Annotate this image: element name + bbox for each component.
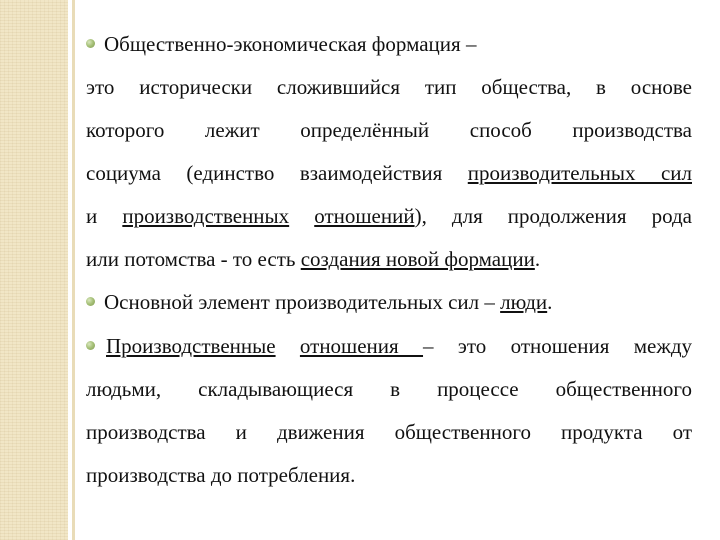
link-relations[interactable]: отношений <box>314 204 415 228</box>
item-3-line-4: производства до потребления. <box>86 463 356 487</box>
item-1-line-2: это исторически сложившийся тип общества, в основе <box>86 75 692 99</box>
item-3-line-3: производства и движения общественного продукта от <box>86 420 692 444</box>
decorative-side-edge <box>72 0 75 540</box>
item-1-line-6: или потомства - то есть создания новой формации. <box>86 247 541 271</box>
decorative-side-band <box>0 0 68 540</box>
link-new-formation[interactable]: создания новой формации <box>300 247 535 271</box>
item-1-line-3: которого лежит определённый способ производства <box>86 118 692 142</box>
item-3-line-2: людьми, складывающиеся в процессе общественного <box>86 377 692 401</box>
item-3-line-1: Производственные отношения – это отношения между <box>106 334 693 358</box>
item-1-line-1: Общественно-экономическая формация – <box>104 32 477 56</box>
link-production[interactable]: производственных <box>122 204 290 228</box>
link-production-2[interactable]: Производственные <box>106 334 276 358</box>
link-productive-forces[interactable]: производительных сил <box>467 161 692 185</box>
item-1-line-4: социума (единство взаимодействия производительных сил <box>86 161 692 185</box>
link-relations-2[interactable]: отношения <box>299 334 424 358</box>
item-2-line-1: Основной элемент производительных сил – люди. <box>104 290 553 314</box>
item-1-line-5: и производственных отношений), для продолжения рода <box>86 204 692 228</box>
link-people[interactable]: люди <box>500 290 548 314</box>
